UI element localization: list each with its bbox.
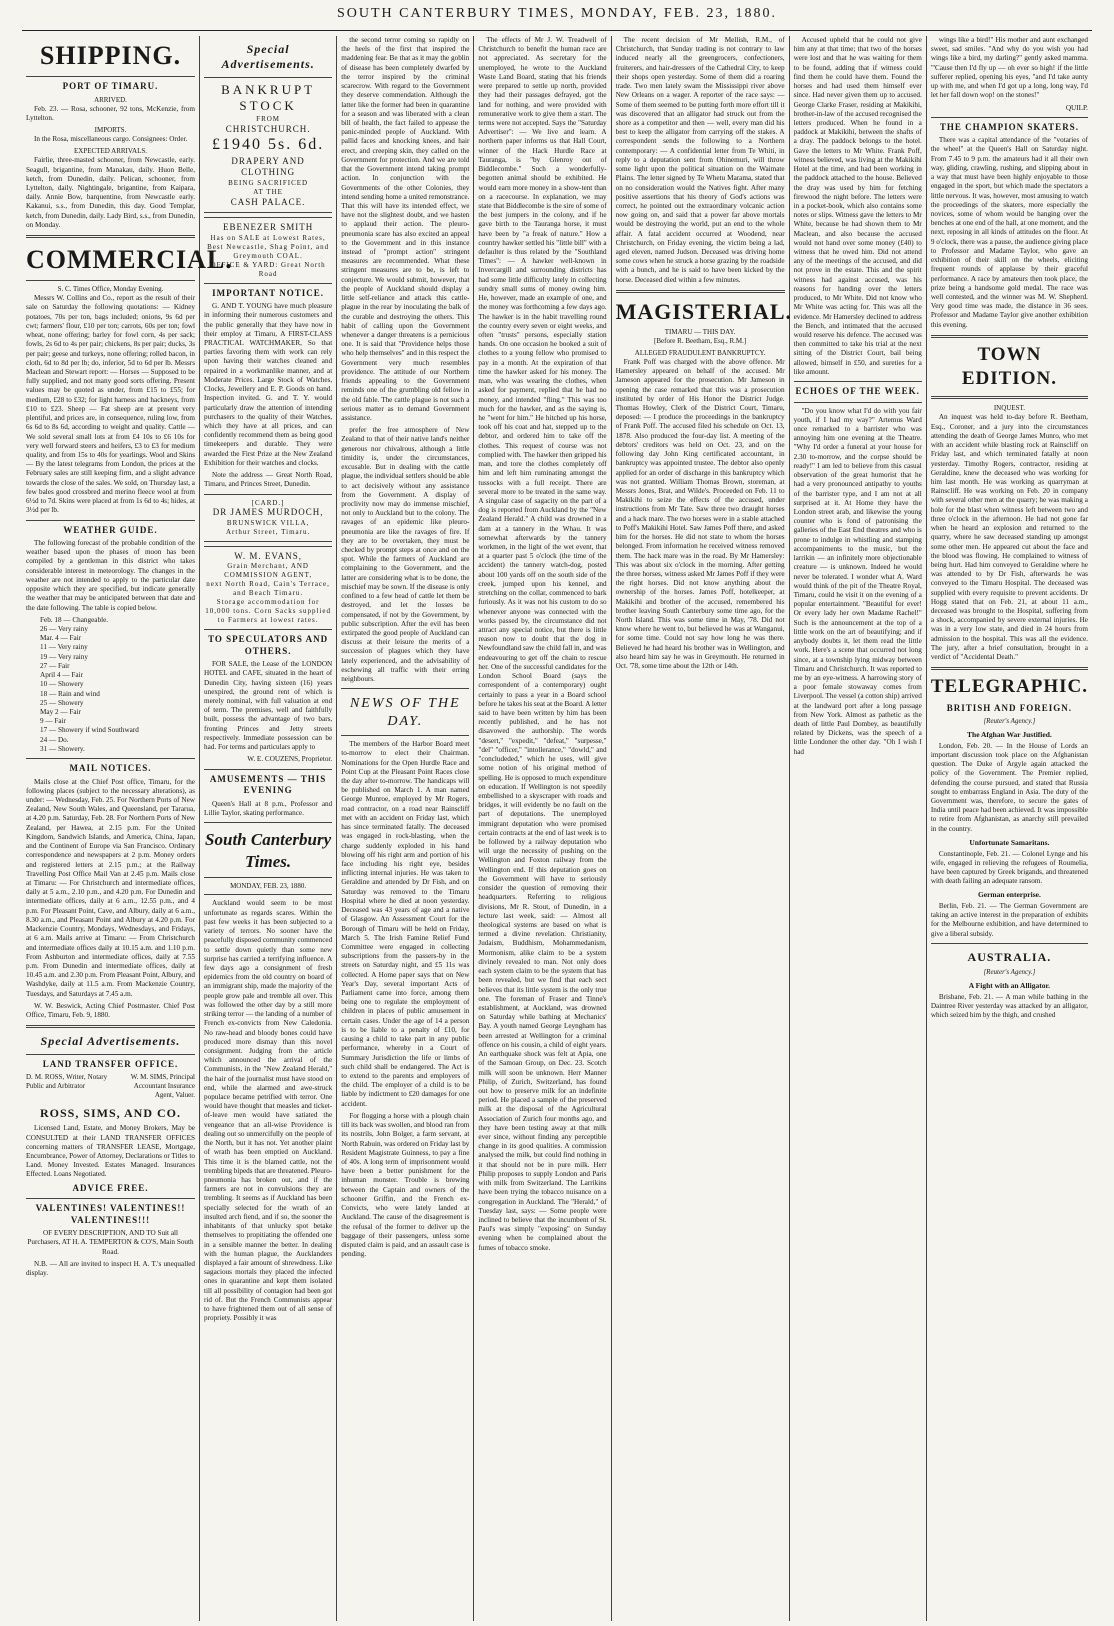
divider — [26, 235, 195, 238]
divider — [26, 758, 195, 759]
magisterial-sub: TIMARU — THIS DAY. — [664, 328, 736, 337]
divider — [616, 290, 785, 293]
speculators-text: FOR SALE, the Lease of the LONDON HOTEL and CAFE, situated in the heart of Dunedin City, having sixteen (16) years unexpired, the ground rent of which is merely nominal, with full valuation at end of term. The premises, well and faithfully built, possess the advantage of two bars, fronting Princes and Jetty streets respectively. Immediate possession can be had. For terms and particulars apply to — [204, 660, 333, 752]
weather-row: 10 — Showery — [40, 680, 84, 689]
masthead: SOUTH CANTERBURY TIMES, MONDAY, FEB. 23, 1880. — [336, 6, 778, 21]
bankrupt-line: AT THE — [253, 187, 283, 196]
evans-address: next North Road, Cain's Terrace, and Beach Timaru. — [206, 580, 330, 598]
ross-sims-text: Licensed Land, Estate, and Money Brokers, May be CONSULTED at their LAND TRANSFER OFFICES concerning matters of TRANSFER LEASE, Mortgage, Encumbrance, Power of Attorney, Declarations or Titles to Land. Money Invested. Estates Managed. Insurances Effected. Loans Negotiated. — [26, 1124, 195, 1179]
weather-text: The following forecast of the probable condition of the weather based upon the phases of moon has been compiled by a gentleman in this district who takes considerable interest in meteorology. The changes in the weather are not intended to apply to the particular date opposite which they are specified, but indicate generally the weather that may be anticipated between that date and the date following. The table is copied below. — [26, 539, 195, 612]
murdoch-card — [204, 494, 332, 542]
imports-text: In the Rosa, miscellaneous cargo. Consignees: Order. — [34, 135, 188, 144]
news-continued-2: The recent decision of Mr Mellish, R.M., of Christchurch, that Sunday trading is not contrary to law induced nearly all the greengrocers, confectioners, fruiterers, and hair-dressers of the Cathedral City, to keep their shops open yesterday. Some of them did a roaring trade. Two men lately swam the Mississippi river above New Orleans on a wager. A reporter of the race says: — Some of them seemed to be putting forth more effort till it was discovered that an alligator had struck out from the shore as a competitor and then — well, every man did his best to keep the alligator from carrying off the stakes. A correspondent sends the following to a Northern contemporary: — A confidential letter from Te Whiti, in reply to a deputation sent from Ohinemuri, will throw some light upon the political situation on the Waimate Plains. The letter signed by Te Whetu Marama, stated that on no consideration would the Natives fight. After many positive assertions that his theory of God's actions was correct, he pointed out the extraordinary volcanic action now going on, and said that a power far above mortals would be destroying the world, put an end to the whole affair. A fatal accident occurred at Woodend, near Christchurch, on Friday evening, the victim being a lad, aged eleven, named Judson. Deceased was driving home some cows when he struck a horse grazing by the roadside with a bunch, and he is said to have been kicked by the horse. Deceased died within a few minutes. — [615, 36, 785, 284]
echoes-title: ECHOES OF THE WEEK. — [795, 386, 920, 397]
bankrupt-line: CHRISTCHURCH. — [225, 123, 311, 134]
bankrupt-line: BEING SACRIFICED — [228, 178, 309, 187]
weather-table — [26, 616, 195, 754]
young-nb: Note the address — Great North Road, Timaru, and Princes Street, Dunedin. — [204, 471, 333, 489]
divider — [204, 877, 332, 878]
divider — [931, 943, 1088, 944]
divider — [26, 1054, 195, 1055]
bankrupt-stock-ad — [204, 77, 332, 214]
magisterial-title: MAGISTERIAL. — [615, 298, 793, 324]
australia-title: AUSTRALIA. — [967, 949, 1052, 964]
divider — [26, 1025, 195, 1028]
commercial-text: Messrs W. Collins and Co., report as the result of their sale on Saturday the following quotations: — Kidney potatoes, 70s per ton, bags included; onions, 9s 6d per cwt; farmers' flour, £10 per ton; carrots, 60s per ton; fowl wheat, none offering; barley for fowl corn, 4s per sack; fowls, 2s 6d to 4s per pair; chickens, 8s per pair; ducks, 3s per pair; geese and turkeys, none offering; rolled bacon, in cloth, 6d to 8d per lb; do, inferior, 5d to 6d per lb. Messrs Maclean and Stewart report: — Horses — Supposed to be fully supplied, and not many good sorts offering. Present values may be quoted as under, from £15 to £55; for medium, £28 to £32; for light harness and hackneys, from £10 to £23. Sheep — Fat sheep are at present very plentiful, and prices are, in consequence, ruling low, from 6s 6d to 8s 6d, according to weight and quality. Cattle — We sold several small lots at from £4 10s to £6 10s for very well forward steers and heifers, £3 to £3 for medium quality, and from 15s to 40s for yearlings. Wool and Skins — By the latest telegrams from London, the prices at the February sales are still keeping firm, and a slight advance towards the close of the sales. We sold, on Thursday last, a few bales good crossbred and merino fleece wool at from 6½d to 7d. Skins were placed at from 1s 6d to 4s; hides, at 3½d per lb. — [26, 294, 195, 515]
weather-row: May 2 — Fair — [40, 707, 81, 716]
column-6 — [790, 36, 927, 1621]
inquest-heading: INQUEST. — [993, 404, 1025, 413]
amusements-title: AMUSEMENTS — THIS EVENING — [209, 773, 327, 796]
commercial-office: S. C. Times Office, Monday Evening. — [57, 285, 164, 294]
masthead-rule — [22, 30, 1092, 31]
divider — [204, 894, 332, 895]
weather-row: 31 — Showery. — [40, 744, 85, 753]
expected-text: Fairlie, three-masted schooner, from Newcastle, early. Seagull, brigantine, from Manakau, daily. Huon Belle, ketch, from Dunedin, daily. Pelican, schooner, from Lyttelton, daily. Nightingale, brigantine, from Kaipara, daily. Annie Bow, barquentine, from Newcastle early. Kakanui, s.s., from Dunedin, this day. Good Templar, ketch, from Dunedin, daily. Lady Bird, s.s., from Dunedin, on Monday. — [26, 156, 195, 229]
magisterial-continued: Accused upheld that he could not give him any at that time; that two of the horses were lost and that he was waiting for them to be found, adding that if witness could find them he could have them. Found the horses and had used them himself ever since. Had never given them up to accused. George Clarke Fraser, residing at Makikihi, brother-in-law of the accused recognised the letters produced. When he found in a paddock at Makikihi, between the shafts of a dray. The paddock belongs to the hotel. Gave the letters to Mr White. Frank Poff, witness believed, was living at the Makikihi Hotel at the time, and had been working in the paddock attached to the house. Believed the dray was used by him for fetching firewood the night before. The letters were in a pocket-book, which also contains some notes or slips. Witness gave the letters to Mr White, because he had shown them to Mr Maclean, and also because the accused would not hand over some money (£40) to witness that he owed him. Did not attend any of the meetings of the accused, and did not prove in the estate. This and the spirit witness had against accused, was his reasons for handing over the letters produced, to Mr White. Did not know who Mr White was acting for. This was all the evidence. Mr Hamersley declined to address the Bench, and intimated that the accused would reserve his defence. The accused was then committed to take his trial at the next sitting of the District Court, bail being allowed, himself in £50, and sureties for a like amount. — [793, 36, 922, 376]
telegraphic-sub: BRITISH AND FOREIGN. — [946, 702, 1073, 713]
evans-name: W. M. EVANS, — [234, 550, 302, 561]
imports-heading: IMPORTS. — [94, 126, 127, 135]
arrived-heading: ARRIVED. — [94, 95, 127, 104]
mail-text: Mails close at the Chief Post office, Timaru, for the following places (subject to the necessary alterations), as under: — Wednesday, Feb. 25. For Northern Ports of New Zealand, New South Wales, and Queensland, per Tararua, at 4.20 p.m. Saturday, Feb. 28. For Northern Ports of New Zealand, per Hawea, at 2.15 p.m. For the United Kingdom, Sandwich Islands, and America, China, Japan, and the Continent of Europe via San Francisco. Ordinary correspondence and newspapers at 2 p.m. Money orders and registered letters at 2.15 p.m.; at the Railway Travelling Post Office Mail Van at 2.45 p.m. Mails close at Timaru: — For Christchurch and intermediate offices, daily at 5 a.m., 2.10 p.m., and 4.20 p.m. For Dunedin and intermediate offices, daily at 6 a.m., 12.55 p.m., and 4 p.m. For Pleasant Point, Cave, and Albury, daily at 6 a.m., 8.30 a.m., and Pleasant Point and Albury at 4.20 p.m. For Mackenzie Country, Mondays, Wednesdays, and Fridays, at 6 a.m. Mails arrive at Timaru: — From Christchurch and intermediate offices daily at 10.15 a.m. and 1.10 p.m. From Ashburton and intermediate offices, daily at 7.55 p.m. From Dunedin and intermediate offices, daily at 10.45 a.m. and 2.30 p.m. From Pleasant Point, Albury, and Washdyke, daily at 11.5 a.m. From Mackenzie Country, Tuesdays, and Saturdays at 7.45 a.m. — [26, 777, 195, 998]
divider — [794, 402, 922, 403]
smith-heading: EBENEZER SMITH — [222, 222, 314, 233]
ross-sims-heading: ROSS, SIMS, AND CO. — [39, 1106, 182, 1120]
divider — [341, 735, 469, 736]
divider — [931, 396, 1088, 399]
divider — [931, 667, 1088, 670]
columns — [22, 36, 1092, 1621]
leader-text: Auckland would seem to be most unfortunate as regards scares. Within the past few weeks it has been subjected to a variety of terrors. No sooner have the peacefully disposed community commenced to settle down quietly than some new surprise has carried a terrifying influence. A few days ago a consignment of fresh epidemics from the old country on board of an immigrant ship, made the majority of the people grow pale and tremble all over. This was followed the other day by a still more striking terror — the landing of a number of French ex-convicts from New Caledonia. No raw-head and bloody bones could have produced more dismay than this novel consignment. Judging from the article which announced the arrival of the Communists, in the "New Zealand Herald," the hair of the journalist must have stood on end, while the alarmed and awe-struck populace became petrified with terror. One would have thought that measles and ticket-of-leave men would have satiated the vengeance that an all-wise Providence is dealing out so unmercifully on the people of the North, but it has not. Yet another plaint of wrath has been emptied on Auckland. This time it is the blamed cattle, not the trembling bipeds that are threatened. Pleuro-pneumonia has broken out, and if the farmers are not in convulsions they are trembling. It seems as if Auckland has been specially selected for the wrath of an insulted arch fiend, and if so, the sooner the inhabitants of that unlucky spot betake themselves to propitiating the offended one in a sensible manner the better. In dealing with the human plague, the Aucklanders displayed a fair amount of shrewdness. Like sagacious mortals they placed the infected ones in quarantine and kept them isolated till all possibility of contagion had been got rid of. But the French Communists appear to have frightened them out of all sense of propriety. Possibly it was — [204, 899, 333, 1323]
land-transfer-title: LAND TRANSFER OFFICE. — [42, 1058, 179, 1069]
echoes-continued: wings like a bird!" His mother and aunt exchanged sweet, sad smiles. "And why do you wish you had wings like a bird, my darling?" gently asked mamma. "'Cause then I'd fly up — oh ever so high! if the little sufferer replied, opening his eyes, "and I'd take aunty up with me, and when I'd got up a long, long way, I'd let her fall down wop! on the stones!" — [930, 36, 1088, 100]
samaritans-heading: Unfortunate Samaritans. — [969, 837, 1050, 847]
column-1 — [22, 36, 233, 1621]
valentines-text: OF EVERY DESCRIPTION, AND TO Suit all Purchasers, AT H. A. TEMPERTON & CO'S, Main South Road. — [27, 1229, 194, 1256]
divider — [26, 280, 195, 281]
bankrupt-line: BANKRUPT STOCK — [221, 81, 316, 114]
speculators-title: TO SPECULATORS AND OTHERS. — [208, 634, 329, 656]
young-text: G. AND T. YOUNG have much pleasure in informing their numerous customers and the public generally that they have now in their employ at Timaru, A FIRST-CLASS PRACTICAL WATCHMAKER, So that parties favoring them with work can rely upon having their watches cleaned and repaired in a workmanlike manner, and at Moderate Prices. Large Stock of Watches, Clocks, Jewellery and E. P. Goods on hand. Inspection invited. G. and T. Y. would particularly draw the attention of intending purchasers to the quality of their Watches, which they have at all prices, and can confidently recommend them as being good timekeepers and durable. They were awarded the First Prize at the New Zealand Exhibition for their watches and clocks. — [204, 302, 333, 467]
shipping-title: SHIPPING. — [39, 41, 182, 70]
weather-row: 18 — Rain and wind — [40, 689, 100, 698]
samaritans-text: Constantinople, Feb. 21. — Colonel Lynge and his wife, engaged in relieving the refugees of Roumelia, have been captured by Greek brigands, and threatened with death failing an adequate ransom. — [930, 849, 1088, 886]
smith-coal-ad — [204, 217, 332, 283]
town-edition-title: TOWN EDITION. — [961, 343, 1057, 390]
news-text-2: For flogging a horse with a plough chain till its back was swollen, and blood ran from its nostrils, John Bolger, a farm servant, at North Rabuin, was ordered on Friday last by Resident Magistrate Guinness, to pay a fine of 40s. A long term of imprisonment would have been a better punishment for the inhuman monster. Trouble is brewing between the Captain and owners of the schooner Griffin, and the French ex-Convicts, who were lately landed at Auckland. The cause of the disagreement is the refusal of the former to deliver up the baggage of their passengers, unless some disputed claim is paid, and an assault case is pending. — [341, 1111, 470, 1259]
column-7 — [927, 36, 1092, 1621]
weather-row: Feb. 18 — Changeable. — [40, 615, 109, 624]
german-text: Berlin, Feb. 21. — The German Government are taking an active interest in the preparation of exhibits for the Melbourne exhibition, and have determined to give a liberal subsidy. — [930, 901, 1088, 938]
port-heading: PORT OF TIMARU. — [62, 81, 159, 92]
leader-continued-2: prefer the free atmosphere of New Zealand to that of their native land's neither generous nor chivalrous, although a little timidity is, under the circumstances, excusable. But in dealing with the cattle plague, the individual settlers should be able to act decisively without any assistance from the Government. A display of proclivity now may do immense mischief, not only to Auckland but to the colony. The ravages of an epidemic like pleuro-pneumonia are like the ravages of fire. If they are to be overtaken, they must be checked by prompt steps at once and on the spot. While the farmers of Auckland are complaining to the Government, and the latter are considering what is to be done, the mischief may be sown. If the disease is only confined to a few head of cattle let them be destroyed, and let the losses be compensated, if not by the Government, by public subscription. After the evil has been extirpated the good people of Auckland can discuss at their leisure the merits of a succession of plagues which they have lately experienced, and the advisability of eschewing all traffic with their erring neighbours. — [341, 426, 470, 684]
bankrupt-line: CASH PALACE. — [230, 196, 306, 207]
weather-row: 9 — Fair — [40, 717, 66, 726]
weather-row: 25 — Showery — [40, 698, 84, 707]
weather-row: 26 — Very rainy — [40, 625, 88, 633]
column-5 — [612, 36, 793, 1621]
magisterial-before: [Before R. Beetham, Esq., R.M.] — [654, 337, 747, 346]
divider — [931, 117, 1088, 118]
divider — [204, 822, 332, 823]
mail-title: MAIL NOTICES. — [69, 763, 152, 774]
smith-text: Has on SALE at Lowest Rates, Best Newcastle, Shag Point, and Greymouth COAL. — [207, 233, 330, 260]
weather-title: WEATHER GUIDE. — [63, 524, 158, 535]
inquest-text: An inquest was held to-day before R. Beetham, Esq., Coroner, and a jury into the circumstances attending the death of George James Munro, who met with an accident while blasting rock at Rainscliff on Friday last, and which terminated fatally at noon yesterday. Timothy Rogers, contractor, residing at Geraldine, knew the deceased who was working for him last month. He was working as quarryman at Rainscliff. He was working on Feb. 20 in company with several other men at the quarry; he was making a hole for the blast when witness left between two and three o'clock in the afternoon. He had not gone far when he heard an explosion and returned to the quarry, where he saw deceased standing up amongst some other men. He appeared cut about the face and the blood was flowing. He complained to witness of being hurt. Had him conveyed to Geraldine where he was attended to by Dr Fish, afterwards he was conveyed to the Timaru Hospital. The deceased was supplied with every requisite to prevent accidents. Dr Hogg stated that on Feb. 21, at about 11 a.m., deceased was brought to the Hospital, suffering from a shock, accompanied by severe external injuries. He was in a very low state, and died in 24 hours from admission to the hospital. This was all the evidence. The jury, after a brief consultation, brought in a verdict of "Accidental Death." — [930, 413, 1088, 662]
land-left: D. M. ROSS, Writer, Notary Public and Arbitrator — [26, 1073, 108, 1091]
afghan-heading: The Afghan War Justified. — [967, 730, 1052, 740]
news-continued: The effects of Mr J. W. Treadwell of Christchurch to benefit the human race are not appreciated. As secretary for the unemployed, he wrote to the Auckland Waste Land Board, stating that his friends were prepared to settle up north, provided they had their passages defrayed, got the land for nothing, and were provided with remunerative work to give them a start. The terms were not accepted. Says the "Saturday Advertiser": — We live and learn. A northern paper informs us that Hall Court, winner of the Hack Hurdle Race at Tauranga, is "by Glenroy out of Biddlecombe." Such a wonderfully-begotten animal should be exhibited. He would earn more money in a show-tent than on a racecourse. In explanation, we may state that Biddlecombe is the sire of some of the best jumpers in the colony, and if he gave birth to the Tauranga horse, it must have been by "a freak of nature." How a country hawker settled his "little bill" with a defaulter is thus related by the "Southland Times": — A hawker well-known in Invercargill and surrounding districts has had some little difficulty lately in collecting sundry small sums of money owing him. He, however, made an example of one, and the money was forthcoming a few days ago. The hawker is in the habit travelling round the country every seven or eight weeks, and often "trusts" persons, especially station hands. On one occasion he booked a suit of clothes to a young fellow who promised to pay in a month. At the expiration of that time the hawker asked for his money. The man, who was wearing the clothes, when asked for payment, replied that he had no money, and intended "fling." This was too much for the hawker, and as the saying is, he "went for him." He hitched up his horse, took off his coat and hat, stepped up to the debtor, and ordered him to take off the clothes. This request of course was not complied with. The hawker then gripped his man, and tore the clothes completely off him and left him ruminating amongst the tussocks with a full receipt. There are several more to be treated in the same way. A singular case of sagacity on the part of a dog is reported from Auckland by the "New Zealand Herald." A child was drowned in a dam at a tannery in the Whau. It was somewhat afterwards by the tannery workmen, in the light of the wet event, that at a quarter past 5 o'clock (the time of the accident) the tannery watch-dog, posted about 100 yards off on the south side of the creek, jumped upon his kennel, and stretching on the collar, commenced to bark furiously. As it was not his custom to do so whenever anyone was connected with the works passed by, the circumstance did not attract any special notice, but there is little reason now to doubt that the dog in Newfoundland saw the child fall in, and was endeavouring to get off the chain to rescue her. One of the successful candidates for the London School Board (says the correspondent of a contemporary) ought certainly to pass a year in a Board school before he takes his seat at the Board. A letter said to have been written by him has been recently published, and he has not disavowed the authorship. The words "desert," "expedit," "defeat," "surpesse," "del" "officer," "intollerance," "dowld," and "concludeded," which he uses, will give some notion of his original method of spelling. He is opposed to much expenditure on education. If Wellington is not speedily embellished to a skyscraper with roads and bridges, it will evidently be no fault on the part of deputations. The unemployed immigrant deputation who were promised certain contracts at the end of last week is to be followed by a railway deputation who will urge the necessity of pushing on the Wellington and Foxton railway from the Wellington end. If this deputation goes on the Government will have to seriously consider the question of removing their headquarters. Referring to religious divisions, Mr R. Stout, of Dunedin, in a lecture last week, said: — Almost all theological systems are based on what is termed a divine revelation. Christianity, Judaism, Buddhism, Mohammedanism, Mormonism, alike claim to be a system divinely revealed to man. Not only does each system claim to be the system that has been revealed, but we find that each sect believes that its little system is the only true one. The foreman of Fraser and Tinne's establishment, at Auckland, was drowned on Saturday while bathing at Mechanics' Bay. A youth named George Leyngham has been arrested at Wellington for a criminal offence on his cousin, a child of eight years. An earthquake shock was felt at Apia, one of the Samoan Group, on Dec. 23. Scotch milk will soon be unknown. Herr Manner Philip, of Zurich, Switzerland, has found out how to preserve milk for an indefinite period. He placed a sample of the preserved milk at the disposal of the Agricultural Association of Zurich four months ago, and they have been testing away at that milk ever since, without finding any perceptible change in its good qualities. A commission analysed the milk, but could find nothing in it that should not be in pure milk. Herr Philip proposes to supply London and Paris with milk from Switzerland. The Larrikins have been trying the tobacco nuisance on a congregation in Auckland. The "Herald," of Tuesday last, says: — Some people were inclined to believe that the incumbent of St. Paul's was simply "exposing" on Sunday evening when he complained about the fumes of tobacco smoke. — [478, 36, 607, 1252]
bankrupt-amount: £1940 5s. 6d. — [211, 136, 325, 154]
news-text: The members of the Harbor Board meet to-morrow to elect their Chairman. Nominations for the Open Hurdle Race and Point Cup at the Pleasant Point Races close the day after to-morrow. The handicaps will be published on March 1. A man named George Munroe, employed by Mr Rogers, road contractor, on a road near Rainscliff met with an accident on Friday last, which has since terminated fatally. The deceased was engaged in rock-blasting, when the charge suddenly exploded in his hand blowing off his right arm and portion of his face including his right eye, besides inflicting internal injuries. He was taken to Geraldine and attended by Dr Fish, and on Saturday was removed to the Timaru Hospital where he died at noon yesterday. Deceased was 43 years of age and a native of Glasgow. An Assessment Court for the Borough of Timaru will be held on Friday, March 5. The Irish Famine Relief Fund Committee were engaged in collecting subscriptions from the passers-by in the streets on Saturday night, and £5 11s was collected. A Home paper says that on New Year's Day, several important Acts of Parliament came into force, among them being one to regulate the employment of children in places of public amusement in certain cases. Under the age of 14 a person is to be liable to a penalty of £10, for causing a child to take part in any public performance, whereby in a Court of Summary Jurisdiction the life or limbs of such child shall be endangered. The Act is to extend to the parents and employers of the child. The employer of a child is to be liable by indictment to £20 damages for one accident. — [341, 740, 470, 1108]
commercial-title: COMMERCIAL. — [26, 245, 233, 275]
echoes-sign: QUILP. — [1065, 103, 1088, 112]
divider — [794, 381, 922, 382]
evans-role: Grain Merchant, AND COMMISSION AGENT, — [224, 562, 313, 580]
column-4 — [474, 36, 611, 1621]
smith-office: OFFICE & YARD: Great North Road — [210, 260, 326, 278]
telegraphic-title: TELEGRAPHIC. — [930, 676, 1088, 698]
paper-date: MONDAY, FEB. 23, 1880. — [230, 881, 307, 890]
echoes-text: "Do you know what I'd do with you fair youth, if I had my way?" Artemus Ward once remarked to a barrister who was annoying him one evening at the Theatre. "Why I'd order a funeral at your house for 2.30 to-morrow, and the corpse should be ready!" I am led to believe from this casual observation of the great humorist that he had a very pronounced antipathy to youths of the barrister type, and I am not at all surprised at it. At Home they have the London street arab, and likewise the young counter who is fond of patronising the galleries of the East End theatres and who is prone to indulge in whistling and stamping accompaniments to the music, but the larrikin — an infinitely more objectionable creature — is unknown. Indeed he would never be tolerated. I wonder what A. Ward would think of the pit of the Theatre Royal, Timaru, could he visit it on the evening of a popular entertainment. "Beautiful for ever! Or every lady her own Madame Rachel!" Such is the announcement at the top of a little work on the art of beautifying; and if anybody doubts it, let them read the little work. Here's a scene that occurred not long since, at a township lying midway between Timaru and Christchurch. It was reported to me by an eye-witness. A harrowing story of a poor female stowaway comes from Liverpool. The vessel (a cotton ship) arrived at the landward port after a long passage from New York. Almost as pathetic as the death of little Paul Dombey, as beautifully related by Dickens, was the speech of a little Londoner the other day. "Oh I wish I had — [793, 406, 922, 756]
divider — [26, 520, 195, 521]
magisterial-case: ALLEGED FRAUDULENT BANKRUPTCY. — [634, 348, 766, 357]
divider — [204, 769, 332, 770]
skaters-title: THE CHAMPION SKATERS. — [939, 121, 1079, 132]
column-3 — [337, 36, 474, 1621]
land-right: W. M. SIMS, Principal Accountant Insurance Agent, Valuer. — [130, 1073, 195, 1100]
murdoch-address: BRUNSWICK VILLA, — [226, 519, 310, 527]
weather-row: Mar. 4 — Fair — [40, 634, 82, 643]
divider — [931, 335, 1088, 338]
expected-heading: EXPECTED ARRIVALS. — [74, 147, 147, 156]
leader-continued: the second terror coming so rapidly on the heels of the first that inspired the maddening fear. Be that as it may the goblin of disease has been completely dwarfed by the terror inspired by the criminal scarecrow. With regard to the Government they deserve commendation. Although the latter like the former had been in quarantine for a season and was liberated with a clean bill of health, the fact failed to appease the panic-minded people of Auckland. With pallid faces and knocking knees, and hair erect, and creeping skin, they called on the Government for protection. And we are told that the Government intend taking prompt action. In conjunction with the Governments of the other Colonies, they intend sending home a united remonstrance. That this will have its intended effect, we have not the slightest doubt, and we hasten to applaud their action. The pleuro-pneumonia scare has also excited an appeal to the Government and in this instance instead of "prompt action" stringent measures are recommended. What these stringent measures are to be, is left to conjecture. We would submit, however, that the people of Auckland should display a little self-reliance and attack this cattle-plague in the rear by inoculating the balk of the curable and destroying the others. This habit of calling upon the Government whenever a danger threatens is a pernicious one. It is said that "Providence helps those who help themselves" and in this respect the Government very much resembles providence. The attitude of our Northern friends appealing to the Government reminds one of the grumbling old fellow in the old fable. The cattle plague is not such a serious matter as to demand Government assistance. — [341, 36, 470, 422]
divider — [341, 688, 469, 689]
evans-ad — [204, 546, 332, 630]
weather-row: 19 — Very rainy — [40, 652, 88, 661]
column-2 — [200, 36, 337, 1621]
special-ads-title: Special Advertisements. — [221, 42, 315, 72]
weather-row: April 4 — Fair — [40, 671, 83, 680]
weather-row: 24 — Do. — [40, 735, 69, 744]
paper-title: South Canterbury Times. — [205, 830, 332, 871]
alligator-heading: A Fight with an Alligator. — [968, 981, 1050, 991]
divider — [26, 76, 195, 77]
reuter-label: [Reuter's Agency.] — [983, 968, 1036, 977]
card-label: [CARD.] — [251, 498, 285, 507]
divider — [26, 1198, 195, 1199]
amusements-text: Queen's Hall at 8 p.m., Professor and Lillie Taylor, skating performance. — [204, 799, 333, 817]
speculators-sign: W. E. COUZENS, Proprietor. — [247, 755, 333, 764]
advice-free: ADVICE FREE. — [72, 1182, 149, 1193]
notice-title: IMPORTANT NOTICE. — [212, 287, 325, 298]
reuter-label: [Reuter's Agency.] — [983, 717, 1036, 726]
valentines-heading: VALENTINES! VALENTINES!! VALENTINES!!! — [35, 1203, 186, 1225]
weather-row: 17 — Showery if wind Southward — [40, 726, 139, 735]
weather-row: 11 — Very rainy — [40, 643, 88, 652]
alligator-text: Brisbane, Feb. 21. — A man while bathing in the Daintree River yesterday was attacked by an alligator, which seized him by the thigh, and crushed — [930, 992, 1088, 1020]
mail-signature: W. W. Beswick, Acting Chief Postmaster. Chief Post Office, Timaru, Feb. 9, 1880. — [26, 1001, 195, 1020]
land-transfer-names — [26, 1073, 195, 1100]
murdoch-street: Arthur Street, Timaru. — [225, 527, 311, 536]
afghan-text: London, Feb. 20. — In the House of Lords an important discussion took place on the Afghanistan question. The Duke of Argyle again attacked the policy of the Government. The Premier replied, defending the course pursued, and stated that Russia sought to embarrass England in Asia. The duty of the Government was, therefore, to secure the gates of India until peace had been achieved. It was impossible to retire from Afghanistan, as anarchy still prevailed in the country. — [930, 741, 1088, 833]
german-heading: German enterprise. — [977, 890, 1041, 900]
evans-storage: Storage accommodation for 10,000 tons. Corn Sacks supplied to Farmers at lowest rates. — [205, 598, 331, 625]
news-title: NEWS OF THE DAY. — [349, 696, 461, 730]
murdoch-name: DR JAMES MURDOCH, — [212, 507, 324, 518]
valentines-nb: N.B. — All are invited to inspect H. A. T.'s unequalled display. — [26, 1259, 195, 1278]
bankrupt-line: FROM — [256, 114, 281, 123]
bankrupt-line: DRAPERY AND CLOTHING — [231, 155, 305, 178]
skaters-text: There was a capital attendance of the "votaries of the wheel" at the Queen's Hall on Saturday night. From 7.45 to 9 p.m. the amateurs had it all their own way, gliding, crawling, rushing, and slipping about in a way that must have been highly enjoyable to those engaged in the sport, but which made the spectators a little nervous. It was, however, most amusing to watch the proceedings of the skaters, more especially the novices, some of whom would be hanging over the benches at one end of the hall, at one moment, and the next, reposing in all kinds of attitudes on the floor. At 9 o'clock, there was a pause, the audience giving place to Professor and Madame Taylor, who gave an exhibition of their skill on the wheels, eliciting frequent rounds of applause by their graceful performance. A race by amateurs then took place, the prize being a handsome gold medal. The race was well contested, and the winner was M. W. Shepherd. Very good time was made, the distance in 36 sees. Professor and Madame Taylor give another exhibition this evening. — [930, 136, 1088, 329]
arrived-text: Feb. 23. — Rosa, schooner, 92 tons, McKenzie, from Lyttelton. — [26, 104, 195, 122]
weather-row: 27 — Fair — [40, 661, 70, 670]
magisterial-text: Frank Poff was charged with the above offence. Mr Hamersley appeared on behalf of the accused. Mr Jameson appeared for the prosecution. Mr Jameson in opening the case remarked that this was a prosecution instituted by order of His Honor the District Judge. Thomas Howley, Clerk of the District Court, Timaru, deposed: — I produce the proceedings in the bankruptcy of Frank Poff. The accused filed his schedule on Oct. 13, 1878. Also produced the four-day list. A meeting of the debtors' creditors was held on Oct. 23, and on the following day John King certificated accountant, in bankruptcy was appointed trustee. The debtor also openly applied for an order of discharge in this bankruptcy which was not granted. William Thomas Brown, storeman, at Messrs Jones, Brat, and Wilde's. Proceeded on Feb. 11 to Makikihi to seize the effects of the accused, under instructions from Mr Tate. Saw three two draught horses and a hack mare. The two horses were in a stable attached to Poff's Makikihi Hotel. Saw James Poff there, and asked him for the horses. He did not state to whom the horses belonged. From information he received witness removed them. The hack mare was in the road. By Mr Hamersley: This was about six o'clock in the morning. After getting the three horses, witness asked Mr James Poff if they were the right horses. Did not know anything about the ownership of the horses. James Poff, hotelkeeper, at Makikihi and brother of the accused, remembered his brother leaving South Canterbury some time ago, for the North Island. This was some time in May, '78. Did not know where he went to, but believed he was at Wanganui, for some time. Could not say how long he was there. Believed he had heard his brother was in Wellington, and also heard him say he was in Greymouth. He returned in Oct. '78, some time about the 12th or 14th. — [615, 357, 785, 671]
special-ads-title: Special Advertisements. — [40, 1034, 181, 1049]
